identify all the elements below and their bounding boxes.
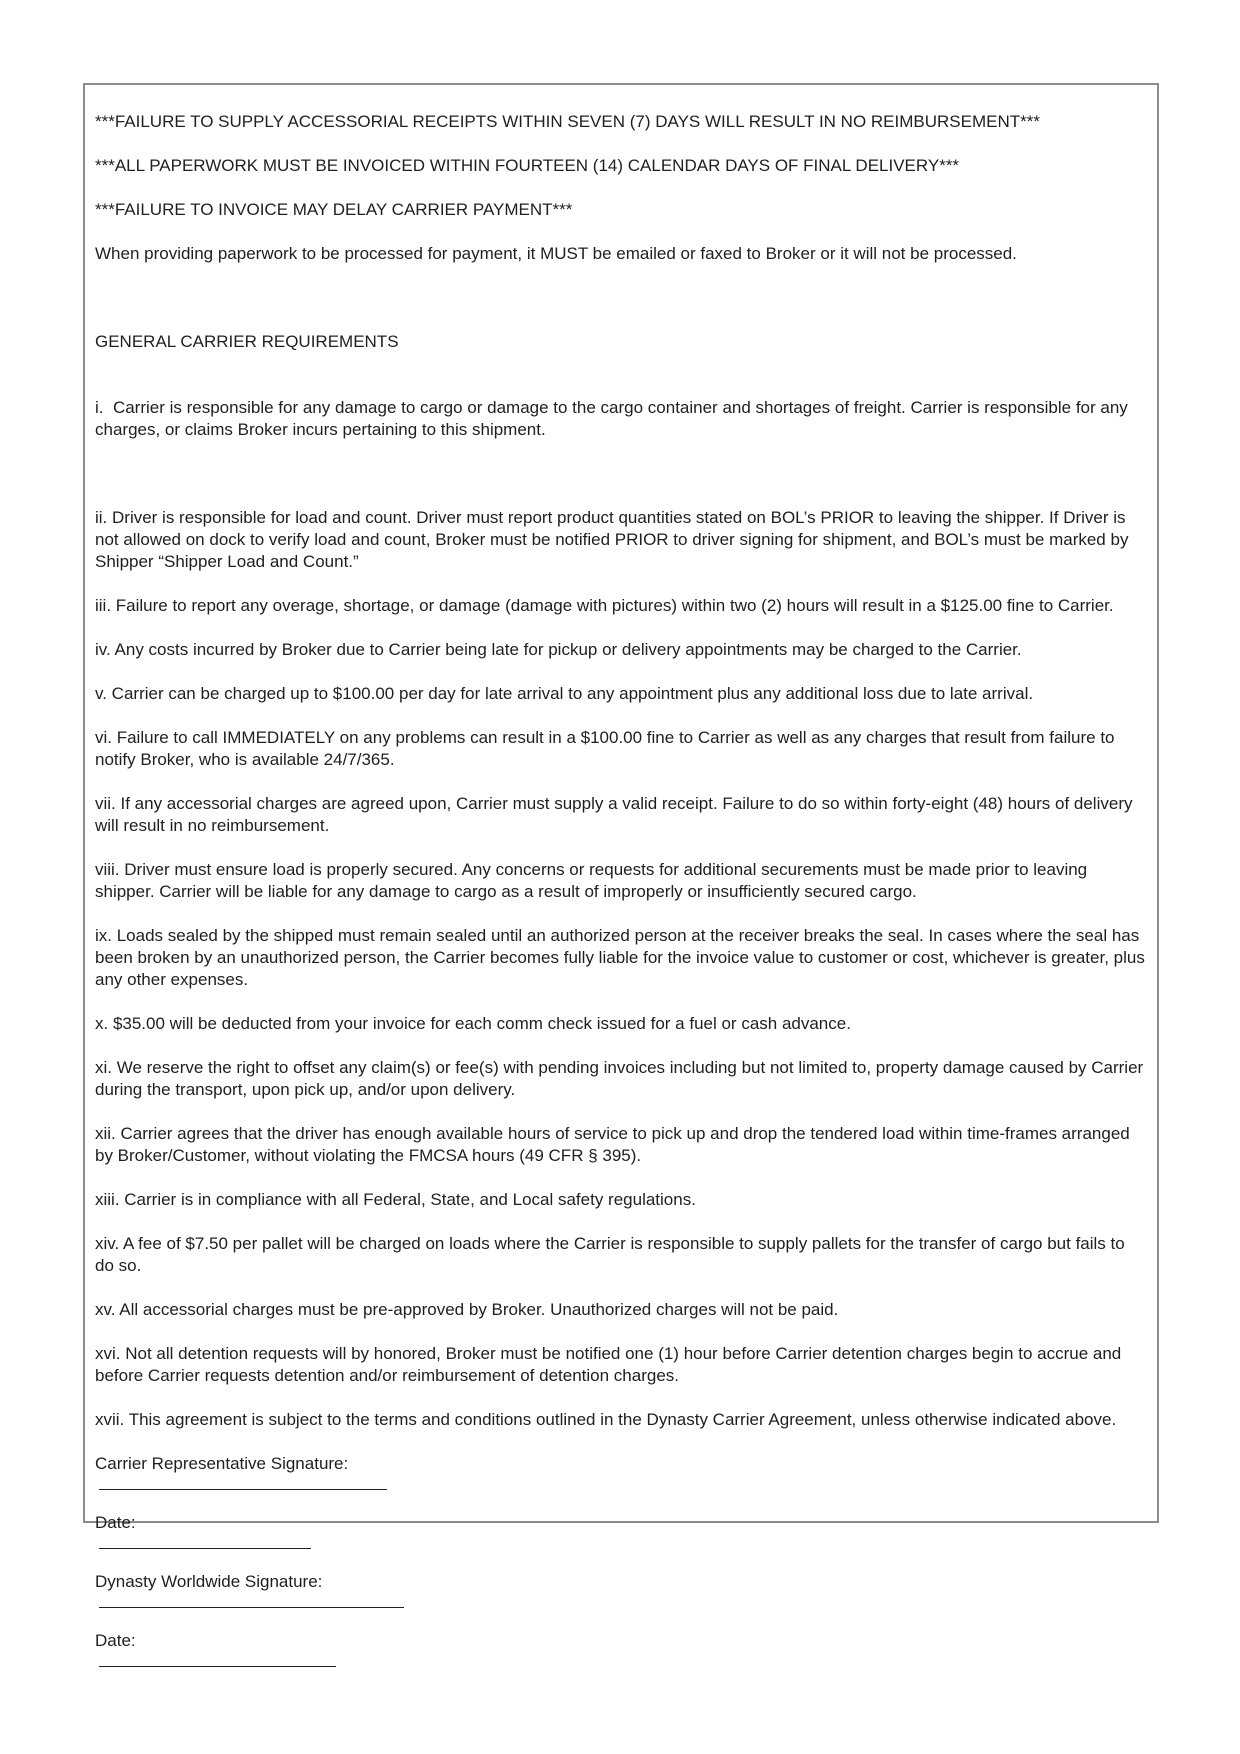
dynasty-date-line[interactable] [99,1652,336,1667]
requirement-item: xvi. Not all detention requests will by honored, Broker must be notified one (1) hour before Carrier detention charges begin to accrue and before Carrier requests detention and/or reimbursement of detention charges. [95,1344,1126,1385]
requirement-item: ii. Driver is responsible for load and count. Driver must report product quantities stated on BOL’s PRIOR to leaving the shipper. If Driver is not allowed on dock to verify load and count, Broker must be notified PRIOR to driver signing for shipment, and BOL’s must be marked by Shipper “Shipper Load and Count.” [95,508,1134,571]
requirement-item: i. Carrier is responsible for any damage to cargo or damage to the cargo container and shortages of freight. Carrier is responsible for any charges, or claims Broker incurs pertaining to this shipment. [95,398,1133,439]
dynasty-signature-row [95,1571,1147,1608]
section-heading: GENERAL CARRIER REQUIREMENTS [95,332,399,351]
requirement-item: vi. Failure to call IMMEDIATELY on any problems can result in a $100.00 fine to Carrier as well as any charges that result from failure to notify Broker, who is available 24/7/365. [95,728,1120,769]
requirement-item: xv. All accessorial charges must be pre-approved by Broker. Unauthorized charges will not be paid. [95,1300,839,1319]
requirement-item: xiii. Carrier is in compliance with all Federal, State, and Local safety regulations. [95,1190,696,1209]
carrier-signature-line[interactable] [99,1475,387,1490]
carrier-date-line[interactable] [99,1534,311,1549]
notice-invoice-deadline: ***ALL PAPERWORK MUST BE INVOICED WITHIN FOURTEEN (14) CALENDAR DAYS OF FINAL DELIVERY*** [95,156,960,175]
requirement-item: iv. Any costs incurred by Broker due to Carrier being late for pickup or delivery appointments may be charged to the Carrier. [95,640,1022,659]
requirement-item: iii. Failure to report any overage, shortage, or damage (damage with pictures) within two (2) hours will result in a $125.00 fine to Carrier. [95,596,1114,615]
requirement-item: xvii. This agreement is subject to the terms and conditions outlined in the Dynasty Carrier Agreement, unless otherwise indicated above. [95,1410,1117,1429]
requirement-item: ix. Loads sealed by the shipped must remain sealed until an authorized person at the receiver breaks the seal. In cases where the seal has been broken by an unauthorized person, the Carrier becomes fully liable for the invoice value to customer or cost, whichever is greater, plus any other expenses. [95,926,1150,989]
notice-accessorial-receipts: ***FAILURE TO SUPPLY ACCESSORIAL RECEIPTS WITHIN SEVEN (7) DAYS WILL RESULT IN NO REIMBURSEMENT*** [95,112,1040,131]
dynasty-signature-line[interactable] [99,1593,404,1608]
requirement-item: xiv. A fee of $7.50 per pallet will be charged on loads where the Carrier is responsible to supply pallets for the transfer of cargo but fails to do so. [95,1234,1130,1275]
requirement-item: xii. Carrier agrees that the driver has enough available hours of service to pick up and drop the tendered load within time-frames arranged by Broker/Customer, without violating the FMCSA hours (49 CFR § 395). [95,1124,1135,1165]
requirement-item: x. $35.00 will be deducted from your invoice for each comm check issued for a fuel or cash advance. [95,1014,851,1033]
requirement-item: vii. If any accessorial charges are agreed upon, Carrier must supply a valid receipt. Failure to do so within forty-eight (48) hours of delivery will result in no reimbursement. [95,794,1138,835]
carrier-signature-label: Carrier Representative Signature: [95,1454,349,1473]
dynasty-date-row [95,1630,1147,1667]
carrier-date-row [95,1512,1147,1549]
requirement-item: viii. Driver must ensure load is properly secured. Any concerns or requests for additional securements must be made prior to leaving shipper. Carrier will be liable for any damage to cargo as a result of improperly or insufficiently secured cargo. [95,860,1092,901]
notice-paperwork-submission: When providing paperwork to be processed for payment, it MUST be emailed or faxed to Broker or it will not be processed. [95,244,1017,263]
requirement-block-1 [95,287,1147,485]
document-frame [83,83,1159,1650]
dynasty-signature-label: Dynasty Worldwide Signature: [95,1572,323,1591]
notice-payment-delay: ***FAILURE TO INVOICE MAY DELAY CARRIER PAYMENT*** [95,200,573,219]
dynasty-date-label: Date: [95,1631,136,1650]
carrier-signature-row [95,1453,1147,1490]
carrier-date-label: Date: [95,1513,136,1532]
requirement-item: v. Carrier can be charged up to $100.00 per day for late arrival to any appointment plus any additional loss due to late arrival. [95,684,1034,703]
requirement-item: xi. We reserve the right to offset any claim(s) or fee(s) with pending invoices including but not limited to, property damage caused by Carrier during the transport, upon pick up, and/or upon delivery. [95,1058,1148,1099]
